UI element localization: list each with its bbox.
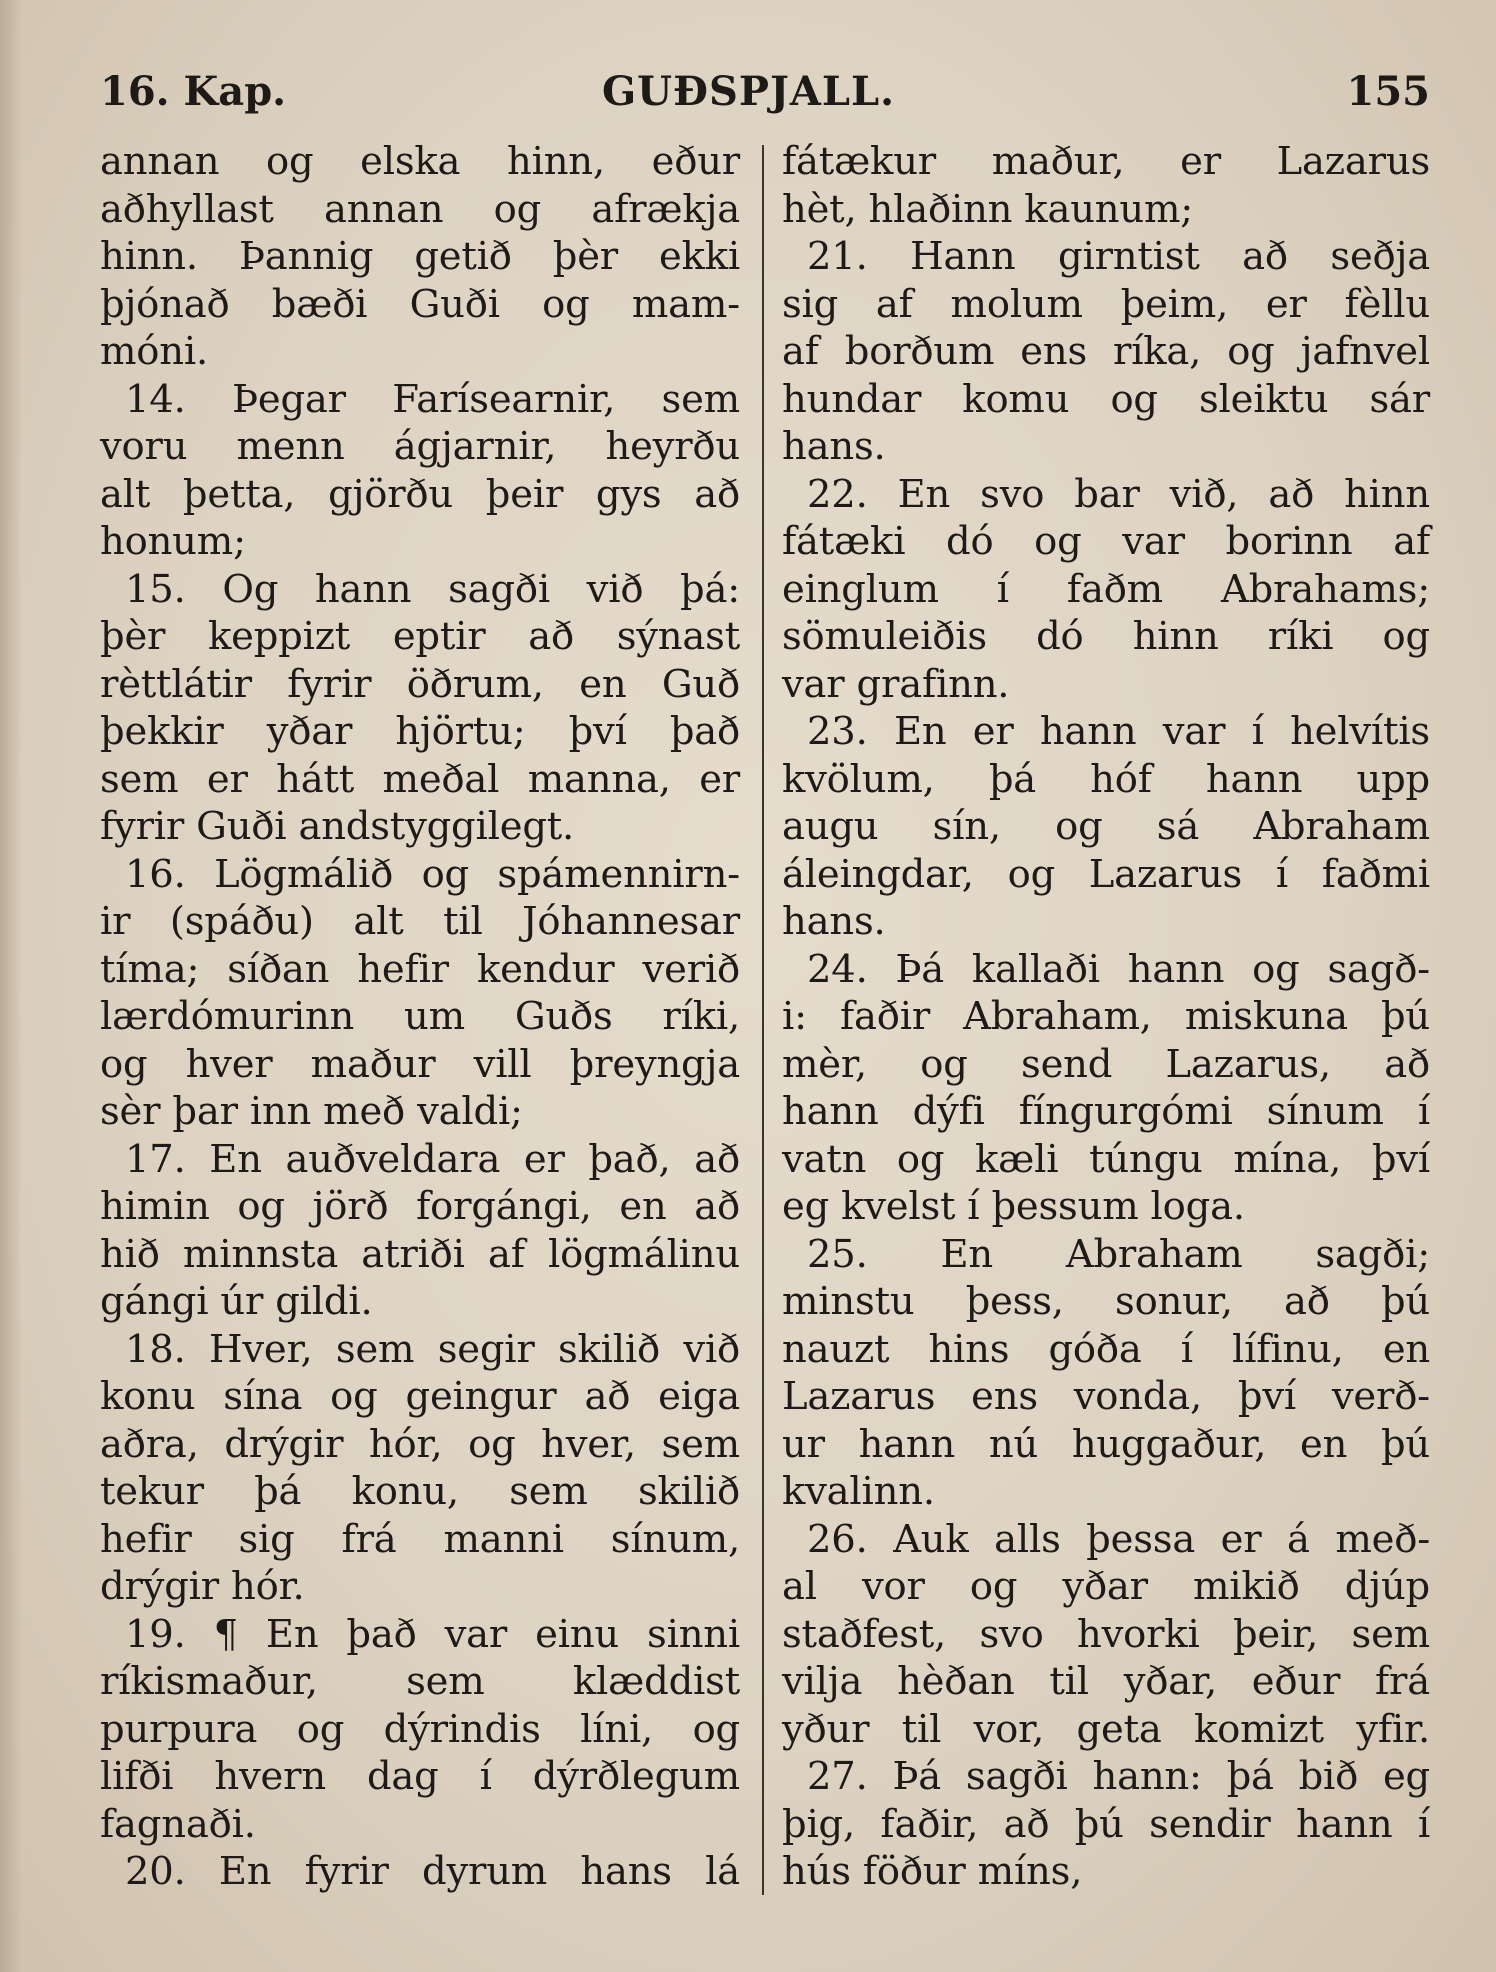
text-line: 24. Þá kallaði hann og sagð- [807,946,1430,992]
text-line: ir (spáðu) alt til Jóhannesar [100,899,740,944]
text-line: 22. En svo bar við, að hinn [807,471,1430,517]
text-line: nauzt hins góða í lífinu, en [782,1326,1430,1372]
text-line: annan og elska hinn, eður [100,139,740,184]
text-line: tíma; síðan hefir kendur verið [100,946,740,992]
text-line: fyrir Guði andstyggilegt. [100,804,575,849]
text-line: var grafinn. [782,661,1010,707]
text-line: augu sín, og sá Abraham [782,804,1430,849]
text-line: hús föður míns, [782,1849,1083,1894]
text-line: 27. Þá sagði hann: þá bið eg [807,1754,1430,1799]
text-line: fátækur maður, er Lazarus [782,139,1430,184]
page-number: 155 [1346,68,1430,115]
text-line: þèr keppizt eptir að sýnast [100,614,740,659]
text-line: aðra, drýgir hór, og hver, sem [100,1421,740,1467]
text-line: hið minnsta atriði af lögmálinu [100,1231,740,1277]
text-line: himin og jörð forgángi, en að [100,1184,740,1229]
text-line: þjónað bæði Guði og mam- [100,281,740,327]
text-line: sig af molum þeim, er fèllu [782,281,1430,327]
page-edge-shadow [0,0,22,1972]
text-line: vilja hèðan til yðar, eður frá [782,1659,1430,1704]
text-line: þig, faðir, að þú sendir hann í [782,1801,1430,1847]
text-line: hèt, hlaðinn kaunum; [782,186,1194,232]
text-line: staðfest, svo hvorki þeir, sem [782,1611,1430,1657]
text-line: 25. En Abraham sagði; [807,1231,1430,1277]
text-line: af borðum ens ríka, og jafnvel [782,329,1430,374]
chapter-label: 16. Kap. [100,68,287,115]
text-line: hinn. Þannig getið þèr ekki [100,234,740,279]
text-line: þekkir yðar hjörtu; því það [100,709,740,754]
text-line: ríkismaður, sem klæddist [100,1659,740,1704]
running-header [100,68,1430,128]
column-divider [762,145,764,1895]
text-line: vatn og kæli túngu mína, því [782,1136,1430,1182]
text-line: fagnaði. [100,1801,256,1847]
text-line: 16. Lögmálið og spámennirn- [125,851,740,897]
text-line: lifði hvern dag í dýrðlegum [100,1754,740,1799]
text-line: 17. En auðveldara er það, að [125,1136,740,1182]
text-line: hann dýfi fíngurgómi sínum í [782,1089,1430,1134]
text-line: lærdómurinn um Guðs ríki, [100,994,740,1039]
left-text-column [100,138,740,1896]
text-line: 14. Þegar Farísearnir, sem [125,376,740,422]
text-line: 18. Hver, sem segir skilið við [125,1326,740,1372]
text-line: hundar komu og sleiktu sár [782,376,1430,422]
text-line: 21. Hann girntist að seðja [807,234,1430,279]
text-line: ur hann nú huggaður, en þú [782,1421,1430,1467]
text-line: sömuleiðis dó hinn ríki og [782,614,1430,659]
text-line: al vor og yðar mikið djúp [782,1564,1430,1609]
text-line: yður til vor, geta komizt yfir. [782,1706,1430,1752]
text-line: 23. En er hann var í helvítis [807,709,1430,754]
text-line: rèttlátir fyrir öðrum, en Guð [100,661,740,707]
text-line: honum; [100,519,246,564]
text-line: 26. Auk alls þessa er á með- [807,1516,1430,1562]
book-title: GUÐSPJALL. [602,68,896,115]
text-line: hans. [782,899,886,944]
text-line: kvalinn. [782,1469,935,1514]
text-line: drýgir hór. [100,1564,305,1609]
text-line: purpura og dýrindis líni, og [100,1706,740,1752]
text-line: gángi úr gildi. [100,1279,373,1324]
text-line: einglum í faðm Abrahams; [782,566,1430,612]
text-line: voru menn ágjarnir, heyrðu [100,424,740,469]
text-line: sèr þar inn með valdi; [100,1089,523,1134]
text-line: og hver maður vill þreyngja [100,1041,740,1087]
text-line: áleingdar, og Lazarus í faðmi [782,851,1430,897]
text-line: 15. Og hann sagði við þá: [125,566,740,612]
text-line: kvölum, þá hóf hann upp [782,756,1430,802]
text-line: fátæki dó og var borinn af [782,519,1430,564]
text-line: minstu þess, sonur, að þú [782,1279,1430,1324]
right-text-column [782,138,1430,1896]
text-line: hans. [782,424,886,469]
text-line: i: faðir Abraham, miskuna þú [782,994,1430,1039]
text-line: Lazarus ens vonda, því verð- [782,1374,1430,1419]
text-line: eg kvelst í þessum loga. [782,1184,1245,1229]
text-line: alt þetta, gjörðu þeir gys að [100,471,740,517]
text-line: mèr, og send Lazarus, að [782,1041,1430,1087]
text-line: konu sína og geingur að eiga [100,1374,740,1419]
text-line: hefir sig frá manni sínum, [100,1516,740,1562]
text-line: 19. ¶ En það var einu sinni [125,1611,740,1657]
text-line: móni. [100,329,209,374]
text-line: 20. En fyrir dyrum hans lá [125,1849,740,1894]
text-line: sem er hátt meðal manna, er [100,756,740,802]
text-line: tekur þá konu, sem skilið [100,1469,740,1514]
text-line: aðhyllast annan og afrækja [100,186,740,232]
